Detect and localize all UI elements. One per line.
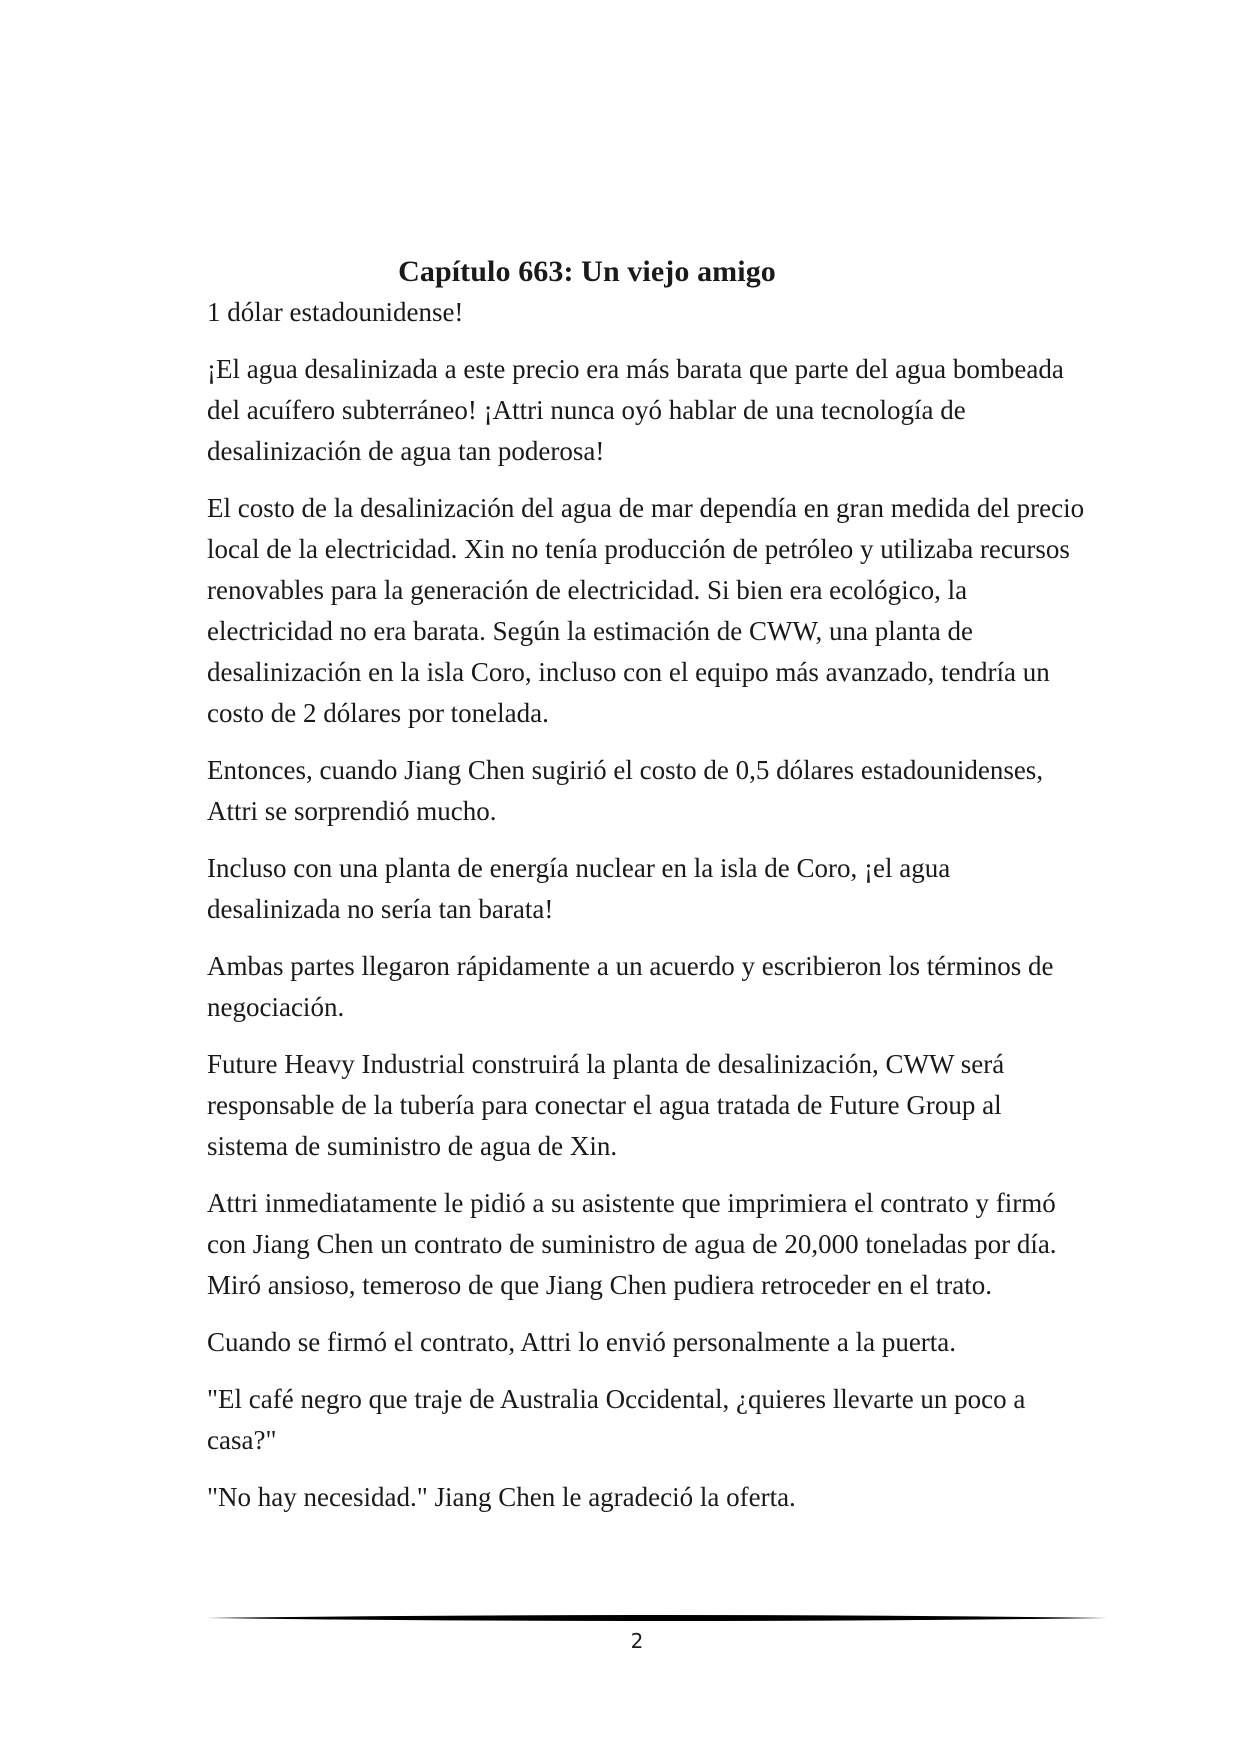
page-number: 2 xyxy=(630,1629,644,1653)
paragraph: 1 dólar estadounidense! xyxy=(207,297,464,327)
paragraph: Cuando se firmó el contrato, Attri lo envió personalmente a la puerta. xyxy=(207,1327,957,1357)
paragraph: "No hay necesidad." Jiang Chen le agradeció la oferta. xyxy=(207,1482,796,1512)
paragraph: El costo de la desalinización del agua de mar dependía en gran medida del precio local de la electricidad. Xin no tenía producción de petróleo y utilizaba recursos renovables para la generación de electricidad. Si bien era ecológico, la electricidad no era barata. Según la estimación de CWW, una planta de desalinización en la isla Coro, incluso con el equipo más avanzado, tendría un costo de 2 dólares por tonelada. xyxy=(207,493,1085,728)
paragraph: Attri inmediatamente le pidió a su asistente que imprimiera el contrato y firmó con Jiang Chen un contrato de suministro de agua de 20,000 toneladas por día. Miró ansioso, temeroso de que Jiang Chen pudiera retroceder en el trato. xyxy=(207,1188,1057,1300)
footer-divider xyxy=(207,1612,1107,1624)
chapter-title: Capítulo 663: Un viejo amigo xyxy=(398,255,776,289)
paragraph: "El café negro que traje de Australia Occidental, ¿quieres llevarte un poco a casa?" xyxy=(207,1384,1026,1455)
paragraph: Entonces, cuando Jiang Chen sugirió el costo de 0,5 dólares estadounidenses, Attri se sorprendió mucho. xyxy=(207,755,1044,826)
paragraph: ¡El agua desalinizada a este precio era más barata que parte del agua bombeada del acuífero subterráneo! ¡Attri nunca oyó hablar de una tecnología de desalinización de agua tan poderosa! xyxy=(207,354,1064,466)
paragraph: Future Heavy Industrial construirá la planta de desalinización, CWW será responsable de la tubería para conectar el agua tratada de Future Group al sistema de suministro de agua de Xin. xyxy=(207,1049,1005,1161)
paragraph: Incluso con una planta de energía nuclear en la isla de Coro, ¡el agua desalinizada no sería tan barata! xyxy=(207,853,951,924)
chapter-body xyxy=(207,292,1087,1534)
paragraph: Ambas partes llegaron rápidamente a un acuerdo y escribieron los términos de negociación. xyxy=(207,951,1054,1022)
